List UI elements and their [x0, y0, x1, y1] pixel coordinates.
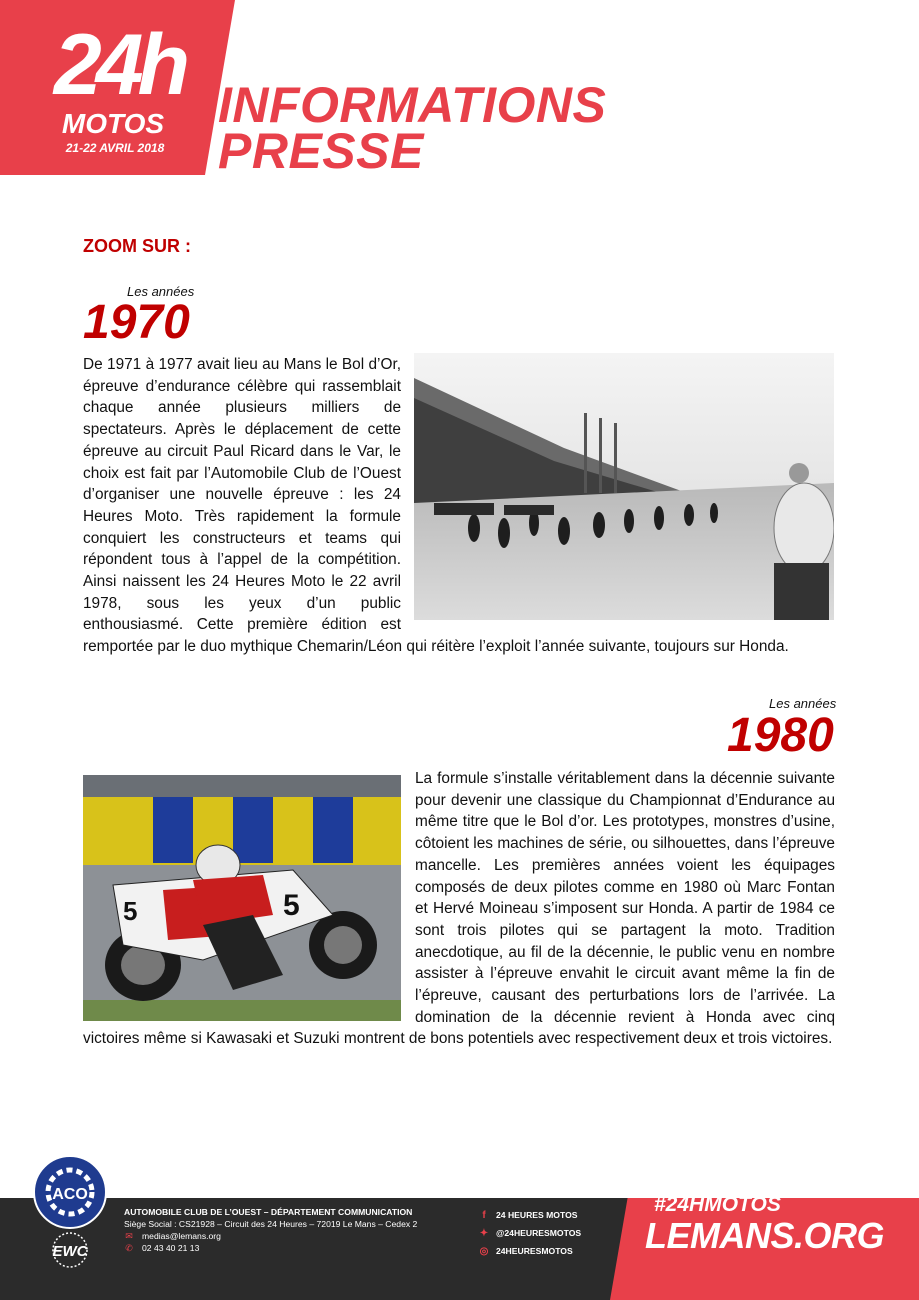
email-icon: ✉	[125, 1231, 133, 1241]
svg-text:5: 5	[283, 889, 300, 922]
hashtag: #24HMOTOS	[654, 1193, 781, 1216]
footer-org: AUTOMOBILE CLUB DE L’OUEST – DÉPARTEMENT COMMUNICATION	[124, 1207, 413, 1217]
footer-email[interactable]: medias@lemans.org	[142, 1231, 221, 1241]
footer-address: Siège Social : CS21928 – Circuit des 24 Heures – 72019 Le Mans – Cedex 2	[124, 1219, 418, 1229]
decade-label-1970: Les années	[127, 284, 195, 299]
decade-year-1970: 1970	[83, 296, 190, 349]
instagram-icon: ◎	[479, 1246, 489, 1257]
social-twitter[interactable]: ✦ @24HEURESMOTOS	[478, 1224, 581, 1242]
social-instagram[interactable]: ◎ 24HEURESMOTOS	[478, 1242, 581, 1260]
footer-contact	[124, 1206, 417, 1254]
logo-motos-text: MOTOS	[61, 108, 165, 139]
event-dates: 21-22 AVRIL 2018	[65, 141, 165, 155]
footer-phone[interactable]: 02 43 40 21 13	[142, 1243, 200, 1253]
press-title	[218, 77, 607, 179]
phone-icon: ✆	[125, 1243, 133, 1253]
aco-logo	[33, 1155, 107, 1229]
event-logo	[0, 0, 235, 175]
facebook-icon: f	[482, 1210, 486, 1221]
svg-text:5: 5	[123, 896, 138, 926]
logo-24h-text: 24h	[53, 17, 185, 113]
twitter-icon: ✦	[479, 1228, 489, 1239]
section-1980-paragraph: La formule s’installe véritablement dans la décennie suivante pour devenir une classique du Championnat d’Endurance au même titre que le Bol d’or. Les prototypes, monstres d’usine, côtoient les machines de série, ou silhouettes, dans l’épreuve mancelle. Les premières années voient les équipages composés de deux pilotes comme en 1980 où Marc Fontan et Hervé Moineau s’imposent sur Honda. A partir de 1984 ce sont trois pilotes qui se partagent la moto. Tradition anecdotique, au fil de la décennie, le public venu en nombre assister à l’épreuve envahit le circuit avant même la fin de l’épreuve, causant des perturbations lors de l’arrivée. La domination de la décennie revient à Honda avec cinq victoires même si Kawasaki et Suzuki montrent de bons potentiels avec respectivement deux et trois victoires.	[83, 770, 835, 1048]
press-title-line2: PRESSE	[218, 123, 424, 179]
zoom-heading: ZOOM SUR :	[83, 236, 191, 256]
decade-label-1980: Les années	[769, 696, 837, 711]
press-title-line1: INFORMATIONS	[218, 77, 607, 133]
social-facebook[interactable]: f 24 HEURES MOTOS	[478, 1206, 581, 1224]
decade-year-1980: 1980	[727, 709, 834, 762]
website-link[interactable]: LEMANS.ORG	[645, 1215, 885, 1256]
footer-social	[478, 1206, 581, 1260]
aco-logo-text: ACO	[52, 1186, 88, 1203]
section-1970-paragraph: De 1971 à 1977 avait lieu au Mans le Bol d’Or, épreuve d’endurance célèbre qui rassemblait chaque année plusieurs milliers de spectateurs. Après le déplacement de cette épreuve au circuit Paul Ricard dans le Var, le choix est fait par l’Automobile Club de l’Ouest d’organiser une nouvelle épreuve : les 24 Heures Moto. Très rapidement la formule conquiert les constructeurs et teams qui répondent tous à l’appel de la compétition. Ainsi naissent les 24 Heures Moto le 22 avril 1978, sous les yeux d’un public enthousiasmé. Cette première édition est remportée par le duo mythique Chemarin/Léon qui réitère l’exploit l’année suivante, toujours sur Honda.	[83, 356, 789, 656]
ewc-logo	[40, 1232, 100, 1268]
ewc-logo-text: EWC	[52, 1243, 88, 1260]
